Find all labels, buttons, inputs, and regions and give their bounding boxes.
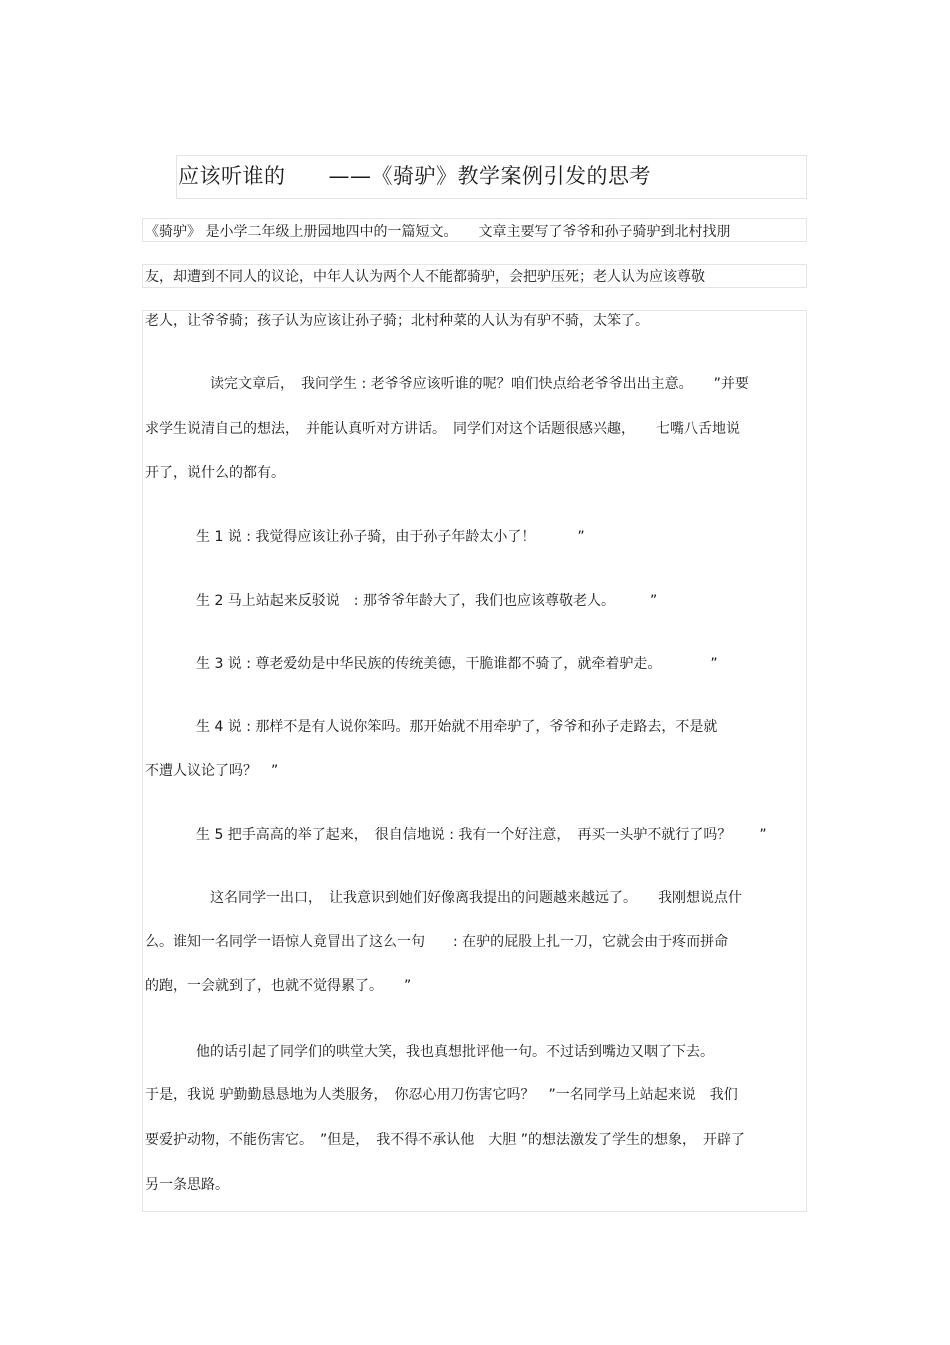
text-line: 的跑，一会就到了，也就不觉得累了。 ” (145, 978, 412, 994)
text-line: 生 2 马上站起来反驳说 : 那爷爷年龄大了，我们也应该尊敬老人。 ” (196, 593, 658, 609)
text-line: 生 3 说 : 尊老爱幼是中华民族的传统美德，干脆谁都不骑了，就牵着驴走。 ” (196, 656, 718, 672)
text-line: 生 5 把手高高的举了起来， 很自信地说 : 我有一个好注意， 再买一头驴不就行了吗？ ” (196, 827, 767, 843)
document-title: 应该听谁的 ——《骑驴》教学案例引发的思考 (178, 164, 651, 188)
text-line: 另一条思路。 (145, 1177, 229, 1193)
text-line: 不遭人议论了吗？ ” (145, 763, 279, 779)
text-line: 这名同学一出口， 让我意识到她们好像离我提出的问题越来越远了。 我刚想说点什 (210, 890, 742, 906)
text-line: 于是，我说 驴勤勤恳恳地为人类服务， 你忍心用刀伤害它吗？ ”一名同学马上站起来说 我们 (145, 1087, 738, 1103)
text-line: 要爱护动物，不能伤害它。 ”但是， 我不得不承认他 大胆 ”的想法激发了学生的想象， 开辟了 (145, 1132, 745, 1148)
text-line: 生 1 说 : 我觉得应该让孙子骑，由于孙子年龄太小了！ ” (196, 529, 585, 545)
text-line: 生 4 说 : 那样不是有人说你笨吗。那开始就不用牵驴了，爷爷和孙子走路去，不是就 (196, 719, 718, 735)
text-line: 么。谁知一名同学一语惊人竟冒出了这么一句 : 在驴的屁股上扎一刀，它就会由于疼而拼命 (145, 934, 729, 950)
text-line: 老人，让爷爷骑；孩子认为应该让孙子骑；北村种菜的人认为有驴不骑，太笨了。 (145, 313, 649, 329)
text-line: 他的话引起了同学们的哄堂大笑，我也真想批评他一句。不过话到嘴边又咽了下去。 (196, 1044, 714, 1060)
text-line: 求学生说清自己的想法， 并能认真听对方讲话。 同学们对这个话题很感兴趣， 七嘴八舌地说 (145, 421, 740, 437)
text-line: 友，却遭到不同人的议论，中年人认为两个人不能都骑驴，会把驴压死；老人认为应该尊敬 (145, 269, 705, 285)
text-line: 《骑驴》 是小学二年级上册园地四中的一篇短文。 文章主要写了爷爷和孙子骑驴到北村找朋 (145, 224, 731, 240)
text-line: 开了，说什么的都有。 (145, 465, 285, 481)
text-line: 读完文章后， 我问学生 : 老爷爷应该听谁的呢？咱们快点给老爷爷出出主意。 ”并要 (210, 376, 749, 392)
